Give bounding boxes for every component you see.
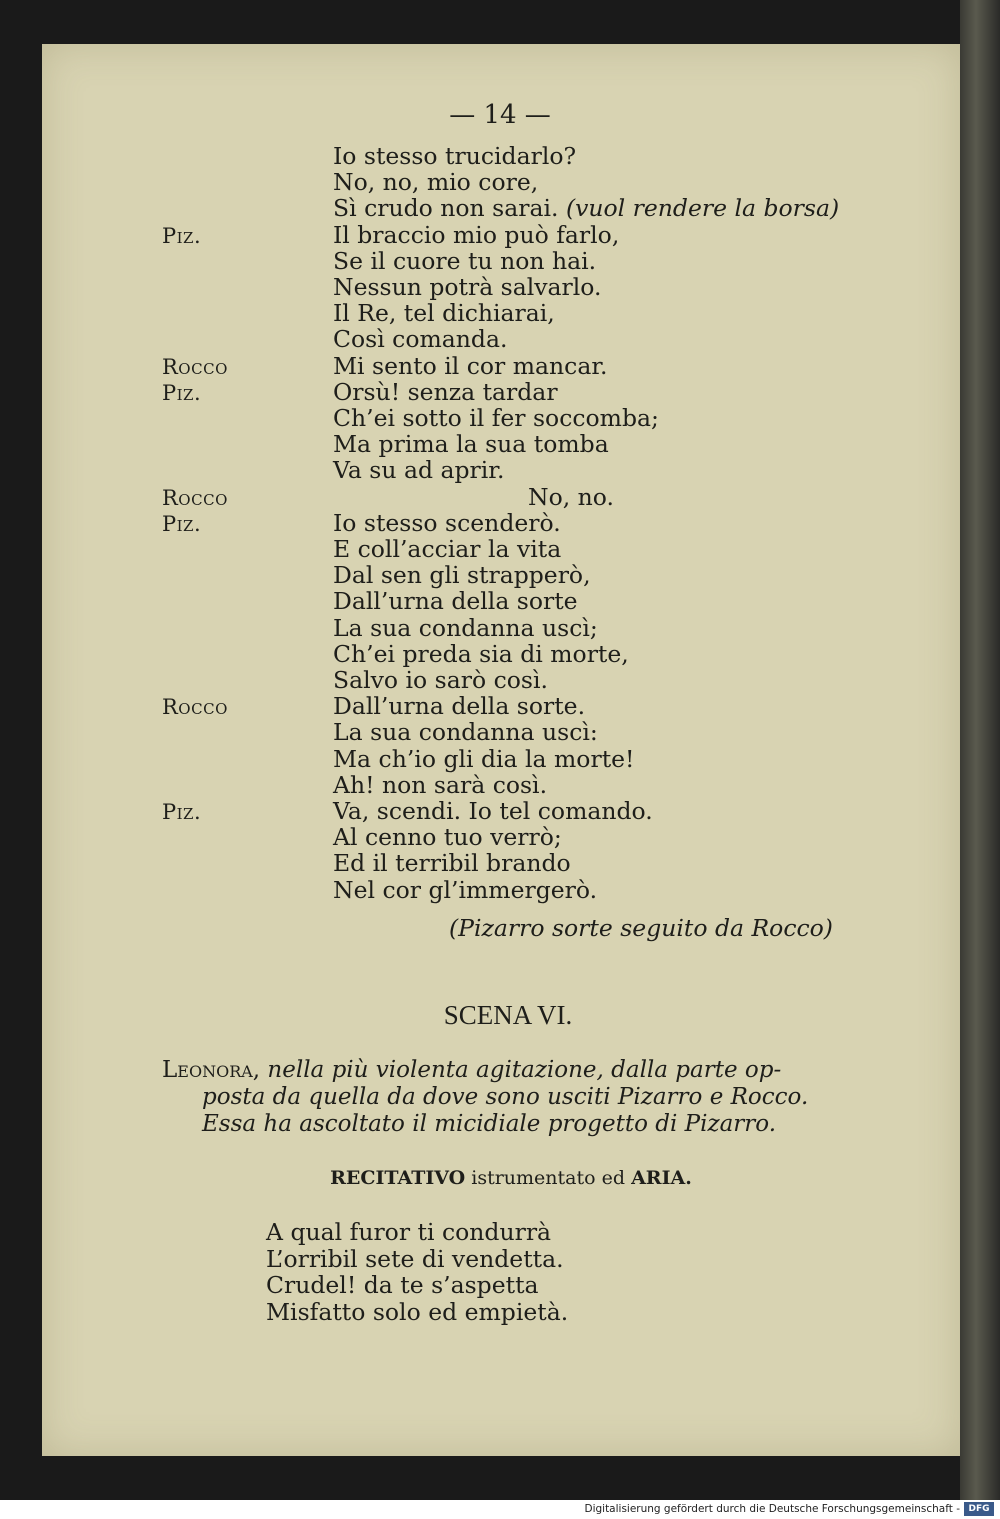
verse-line [333,877,597,903]
verse-text: Va su ad aprir. [333,456,505,485]
verse-text: Il Re, tel dichiarai, [333,299,555,328]
verse-line [333,719,598,745]
aria-label: ARIA. [631,1167,692,1189]
verse-text: No, no, mio core, [333,168,539,197]
verse-text: Nel cor gl’immergerò. [333,875,598,904]
aria-line: Crudel! da te s’aspetta [266,1271,539,1299]
speaker-label: Rocco [162,354,228,379]
verse-text: Il braccio mio può farlo, [333,220,620,249]
verse-line [333,143,576,169]
footer-credit: Digitalisierung gefördert durch die Deutsche Forschungsgemeinschaft - [584,1503,960,1515]
verse-line [333,615,598,641]
verse-line [333,588,578,614]
scene-description-line-2: posta da quella da dove sono usciti Pizarro e Rocco. [202,1084,809,1110]
verse-text: Così comanda. [333,325,508,354]
scene-description-text-1: nella più violenta agitazione, dalla parte op- [260,1057,782,1083]
verse-text: Io stesso trucidarlo? [333,142,577,170]
speaker-label: Piz. [162,800,202,824]
verse-text: Dal sen gli strapperò, [333,561,591,590]
verse-line [333,536,561,562]
verse-text: E coll’acciar la vita [333,535,562,563]
aria-line: L’orribil sete di vendetta. [266,1244,564,1273]
verse-text: Ch’ei preda sia di morte, [333,639,629,668]
speaker-label: Piz. [162,223,202,248]
verse-text: La sua condanna uscì; [333,613,598,642]
verse-line [333,562,591,588]
verse-text: Ma prima la sua tomba [333,430,609,459]
dfg-logo: DFG [964,1502,994,1516]
page-number: — 14 — [449,100,551,130]
verse-text: Mi sento il cor mancar. [333,351,608,380]
speaker-label: Rocco [162,485,228,510]
verse-text: Se il cuore tu non hai. [333,246,597,275]
verse-line [333,693,585,719]
inline-stage-direction: (vuol rendere la borsa) [565,194,840,223]
verse-line [333,510,561,536]
verse-line [333,850,571,876]
stage-direction: (Pizarro sorte seguito da Rocco) [449,914,833,942]
recitative-connector: istrumentato ed [465,1167,632,1189]
verse-line [333,300,555,326]
verse-text: Va, scendi. Io tel comando. [333,797,653,825]
verse-text: Al cenno tuo verrò; [333,823,562,852]
verse-line [333,772,547,798]
aria-line: A qual furor ti condurrà [266,1218,552,1246]
verse-line [333,222,619,248]
verse-text: Sì crudo non sarai. [333,194,566,223]
book-spine [960,0,1000,1500]
verse-line [333,457,504,483]
verse-text: Ch’ei sotto il fer soccomba; [333,404,659,432]
verse-line [333,824,562,850]
verse-line [333,274,602,300]
verse-line [333,405,659,431]
verse-line [333,353,607,379]
verse-text: Dall’urna della sorte. [333,692,586,721]
verse-text: Ah! non sarà così. [333,770,548,799]
verse-text: Io stesso scenderò. [333,508,561,537]
verse-text: Ma ch’io gli dia la morte! [333,744,635,773]
footer-bar [0,1500,1000,1519]
verse-line [333,326,507,352]
scene-description-line-1 [162,1057,781,1084]
speaker-label: Piz. [162,511,202,536]
verse-line [528,484,614,510]
verse-text: Ed il terribil brando [333,849,571,878]
verse-text: La sua condanna uscì: [333,718,598,747]
verse-line [333,746,634,772]
verse-line [333,195,839,221]
verse-line [333,431,609,457]
verse-text: Salvo io sarò così. [333,666,548,694]
recitative-label: RECITATIVO [330,1167,466,1189]
scene-description-line-3: Essa ha ascoltato il micidiale progetto di Pizarro. [202,1111,777,1137]
verse-text: Dall’urna della sorte [333,587,578,616]
scene-title: SCENA VI. [443,1000,573,1030]
verse-text: Orsù! senza tardar [333,377,558,406]
verse-line [333,641,629,667]
verse-text: No, no. [528,482,614,511]
verse-line [333,248,596,274]
recitative-heading [0,1167,1000,1189]
verse-line [333,169,538,195]
verse-line [333,379,558,405]
verse-line [333,798,653,824]
aria-line: Misfatto solo ed empietà. [266,1297,569,1326]
verse-line [333,667,548,693]
scene-character: Leonora, [162,1057,261,1083]
speaker-label: Rocco [162,695,228,720]
speaker-label: Piz. [162,380,202,405]
verse-text: Nessun potrà salvarlo. [333,273,602,301]
